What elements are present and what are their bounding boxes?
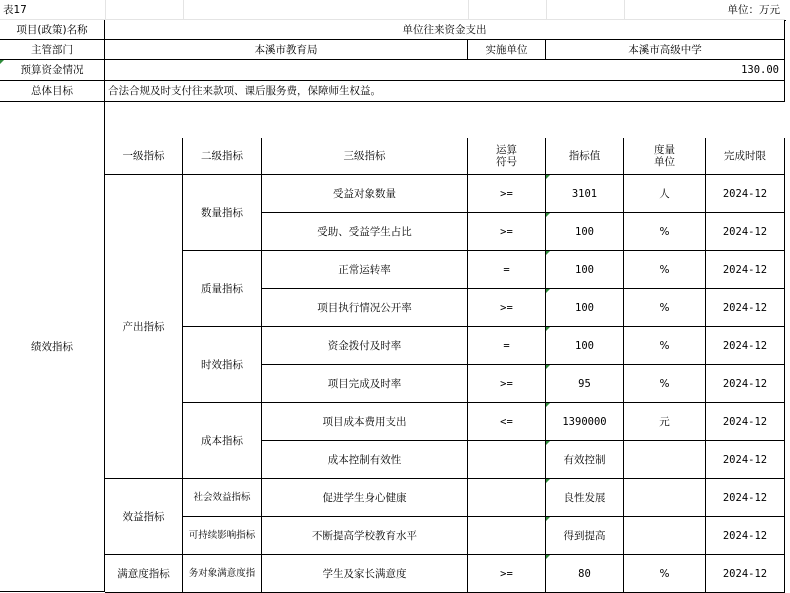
level2-2: 质量指标 [183,251,262,327]
target-value-cell[interactable]: 有效控制 [546,441,624,479]
unit-cell[interactable] [624,517,706,555]
level3-header: 三级指标 [262,138,468,175]
level3-indicator: 项目执行情况公开率 [262,289,468,327]
operator-cell[interactable]: >= [468,213,546,251]
impl-label: 实施单位 [468,40,546,60]
operator-cell[interactable]: >= [468,289,546,327]
operator-cell[interactable]: >= [468,555,546,593]
deadline-cell[interactable]: 2024-12 [706,213,785,251]
value-header: 指标值 [546,138,624,175]
impl-value[interactable]: 本溪市高级中学 [546,40,785,60]
target-value-cell[interactable]: 95 [546,365,624,403]
operator-cell[interactable]: = [468,327,546,365]
deadline-header: 完成时限 [706,138,785,175]
deadline-cell[interactable]: 2024-12 [706,289,785,327]
level3-indicator: 促进学生身心健康 [262,479,468,517]
target-value-cell[interactable]: 100 [546,289,624,327]
level2-1: 数量指标 [183,175,262,251]
level2-7: 务对象满意度指 [183,555,262,593]
level1-header: 一级指标 [105,138,183,175]
unit-cell[interactable]: % [624,327,706,365]
target-value-cell[interactable]: 100 [546,327,624,365]
level2-5: 社会效益指标 [183,479,262,517]
level1-3: 满意度指标 [105,555,183,593]
unit-cell[interactable] [624,441,706,479]
level3-indicator: 不断提高学校教育水平 [262,517,468,555]
operator-cell[interactable] [468,479,546,517]
project-name-label: 项目(政策)名称 [0,20,105,40]
unit-cell[interactable]: % [624,555,706,593]
level3-indicator: 成本控制有效性 [262,441,468,479]
unit-cell[interactable]: 元 [624,403,706,441]
budget-label: 预算资金情况 [0,60,105,81]
target-value-cell[interactable]: 100 [546,251,624,289]
deadline-cell[interactable]: 2024-12 [706,327,785,365]
operator-header: 运算 符号 [468,138,546,175]
operator-cell[interactable]: >= [468,365,546,403]
deadline-cell[interactable]: 2024-12 [706,403,785,441]
level3-indicator: 项目成本费用支出 [262,403,468,441]
level1-2: 效益指标 [105,479,183,555]
level2-header: 二级指标 [183,138,262,175]
sheet-label: 表17 [3,4,27,16]
unit-header: 度量 单位 [624,138,706,175]
level3-indicator: 受益对象数量 [262,175,468,213]
level3-indicator: 受助、受益学生占比 [262,213,468,251]
level2-4: 成本指标 [183,403,262,479]
target-value-cell[interactable]: 良性发展 [546,479,624,517]
level3-indicator: 资金拨付及时率 [262,327,468,365]
budget-value[interactable]: 130.00 [105,60,785,81]
operator-cell[interactable] [468,441,546,479]
level3-indicator: 正常运转率 [262,251,468,289]
operator-cell[interactable]: <= [468,403,546,441]
target-value-cell[interactable]: 100 [546,213,624,251]
dept-label: 主管部门 [0,40,105,60]
deadline-cell[interactable]: 2024-12 [706,175,785,213]
level3-indicator: 项目完成及时率 [262,365,468,403]
target-value-cell[interactable]: 1390000 [546,403,624,441]
deadline-cell[interactable]: 2024-12 [706,479,785,517]
target-value-cell[interactable]: 得到提高 [546,517,624,555]
target-value-cell[interactable]: 3101 [546,175,624,213]
operator-cell[interactable]: >= [468,175,546,213]
deadline-cell[interactable]: 2024-12 [706,555,785,593]
unit-cell[interactable]: % [624,365,706,403]
level2-6: 可持续影响指标 [183,517,262,555]
unit-cell[interactable]: % [624,251,706,289]
level1-1: 产出指标 [105,175,183,479]
unit-cell[interactable]: 人 [624,175,706,213]
deadline-cell[interactable]: 2024-12 [706,517,785,555]
level3-indicator: 学生及家长满意度 [262,555,468,593]
unit-cell[interactable]: % [624,213,706,251]
deadline-cell[interactable]: 2024-12 [706,441,785,479]
project-name-value[interactable]: 单位往来资金支出 [105,20,785,40]
unit-cell[interactable]: % [624,289,706,327]
deadline-cell[interactable]: 2024-12 [706,251,785,289]
operator-cell[interactable]: = [468,251,546,289]
unit-cell[interactable] [624,479,706,517]
target-value-cell[interactable]: 80 [546,555,624,593]
deadline-cell[interactable]: 2024-12 [706,365,785,403]
goal-value[interactable]: 合法合规及时支付往来款项、课后服务费，保障师生权益。 [105,81,785,102]
unit-label: 单位：万元 [727,4,780,16]
goal-label: 总体目标 [0,81,105,102]
level2-3: 时效指标 [183,327,262,403]
dept-value[interactable]: 本溪市教育局 [105,40,468,60]
perf-label: 绩效指标 [0,102,105,592]
operator-cell[interactable] [468,517,546,555]
